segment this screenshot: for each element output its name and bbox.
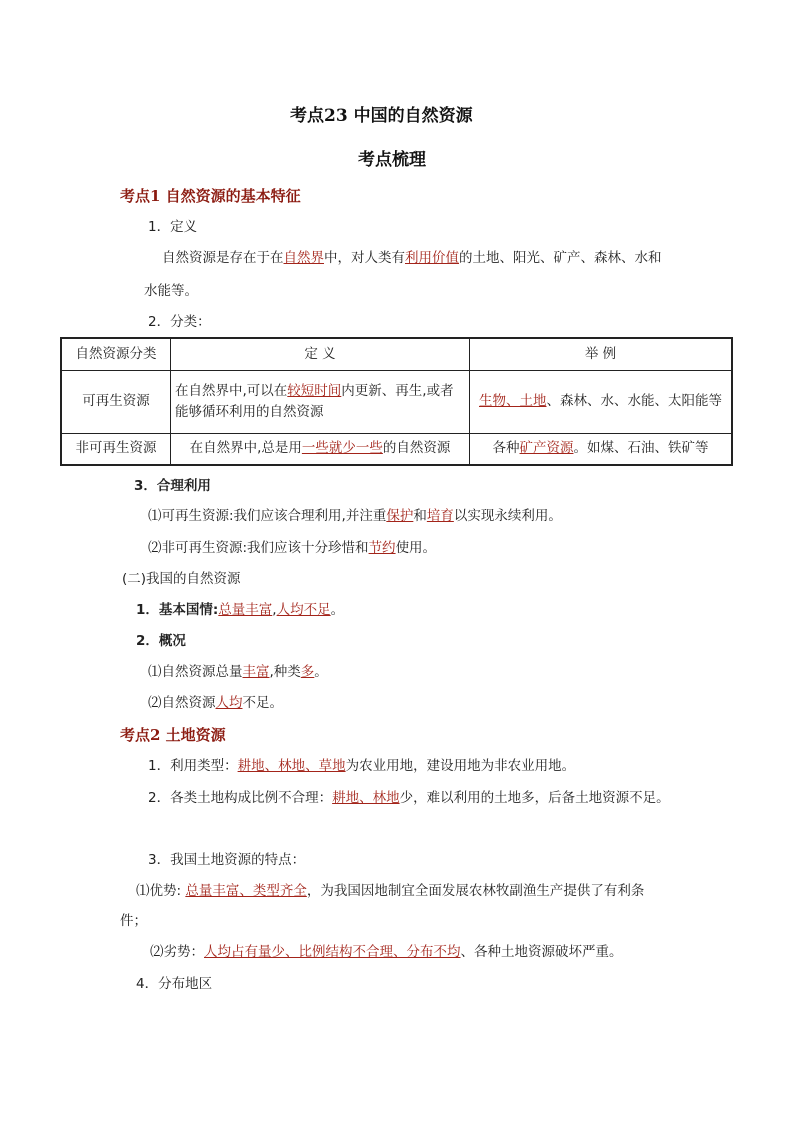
underlined-term: 耕地、林地 bbox=[332, 790, 400, 806]
cell-text: 内更新、再生,或者 bbox=[341, 382, 454, 399]
rational-use-nonrenewable bbox=[148, 540, 436, 556]
underlined-term: 人均占有量少、比例结构不合理、分布不均 bbox=[204, 944, 461, 960]
table-cell-definition bbox=[171, 370, 470, 433]
table-cell-definition bbox=[171, 433, 470, 465]
underlined-term: 利用价值 bbox=[405, 250, 459, 266]
underlined-term: 一些就少一些 bbox=[301, 440, 383, 457]
basic-national-condition bbox=[136, 602, 344, 618]
text: 为农业用地，建设用地为非农业用地。 bbox=[345, 758, 576, 774]
land-features: 3．我国土地资源的特点： bbox=[148, 852, 306, 868]
definition-text: 中，对人类有 bbox=[324, 250, 405, 266]
text: ⑴自然资源总量 bbox=[148, 664, 243, 680]
cell-text: 在自然界中,总是用 bbox=[189, 440, 302, 457]
underlined-term: 耕地、林地、草地 bbox=[237, 758, 346, 774]
section-heading-point1: 考点1 自然资源的基本特征 bbox=[120, 187, 301, 205]
text: ⑵非可再生资源:我们应该十分珍惜和 bbox=[148, 540, 369, 556]
land-advantages bbox=[136, 883, 644, 899]
cell-text: 各种 bbox=[492, 440, 520, 457]
page-title: 考点23 中国的自然资源 bbox=[290, 106, 473, 126]
text: 不足。 bbox=[242, 695, 283, 711]
land-disadvantages bbox=[150, 944, 623, 960]
section-heading-part2: (二)我国的自然资源 bbox=[122, 571, 241, 587]
definition-line2: 水能等。 bbox=[144, 283, 198, 299]
land-use-types bbox=[148, 758, 575, 774]
underlined-term: 多 bbox=[300, 664, 315, 680]
underlined-term: 生物、土地 bbox=[479, 393, 547, 410]
table-cell-name: 非可再生资源 bbox=[61, 433, 171, 465]
underlined-term: 自然界 bbox=[283, 250, 324, 266]
text: ⑵劣势： bbox=[150, 944, 204, 960]
underlined-term: 保护 bbox=[386, 508, 414, 524]
text: ,种类 bbox=[269, 664, 301, 680]
underlined-term: 节约 bbox=[368, 540, 396, 556]
rational-use-renewable bbox=[148, 508, 562, 524]
text: 以实现永续利用。 bbox=[453, 508, 562, 524]
classification-table bbox=[60, 337, 733, 466]
definition-text: 自然资源是存在于在 bbox=[162, 250, 284, 266]
text: ⑵自然资源 bbox=[148, 695, 216, 711]
underlined-term: 较短时间 bbox=[287, 382, 342, 399]
text: 。 bbox=[330, 602, 345, 618]
text: 。 bbox=[314, 664, 328, 680]
table-header: 定 义 bbox=[171, 338, 470, 370]
land-composition bbox=[148, 790, 670, 806]
underlined-term: 培育 bbox=[426, 508, 454, 524]
item-definition: 1．定义 bbox=[148, 219, 198, 235]
text: ，为我国因地制宜全面发展农林牧副渔生产提供了有利条 bbox=[306, 883, 645, 899]
text: 1．利用类型： bbox=[148, 758, 238, 774]
text: 少，难以利用的土地多，后备土地资源不足。 bbox=[399, 790, 670, 806]
land-advantages-line2: 件； bbox=[120, 913, 147, 929]
cell-text: 。如煤、石油、铁矿等 bbox=[573, 440, 709, 457]
text: 使用。 bbox=[395, 540, 437, 556]
cell-text: 的自然资源 bbox=[382, 440, 451, 457]
table-header: 自然资源分类 bbox=[61, 338, 171, 370]
overview-total bbox=[148, 664, 328, 680]
overview-per-capita bbox=[148, 695, 283, 711]
underlined-term: 总量丰富 bbox=[218, 602, 273, 618]
section-heading-point2: 考点2 土地资源 bbox=[120, 726, 226, 744]
table-header: 举 例 bbox=[470, 338, 733, 370]
cell-text: 、森林、水、水能、太阳能等 bbox=[546, 393, 722, 410]
underlined-term: 矿产资源 bbox=[519, 440, 574, 457]
text: 1．基本国情: bbox=[136, 602, 219, 618]
item-overview: 2．概况 bbox=[136, 633, 186, 649]
item-classification: 2．分类： bbox=[148, 314, 211, 330]
cell-text: 在自然界中,可以在 bbox=[175, 382, 288, 399]
underlined-term: 总量丰富、类型齐全 bbox=[185, 883, 307, 899]
text: 和 bbox=[413, 508, 427, 524]
distribution-area: 4．分布地区 bbox=[136, 976, 213, 992]
definition-text: 的土地、阳光、矿产、森林、水和 bbox=[459, 250, 662, 266]
cell-text: 能够循环利用的自然资源 bbox=[175, 403, 324, 420]
table-cell-example bbox=[470, 433, 733, 465]
underlined-term: 丰富 bbox=[242, 664, 270, 680]
page-subtitle: 考点梳理 bbox=[358, 150, 426, 170]
table-cell-name: 可再生资源 bbox=[61, 370, 171, 433]
text: ⑴可再生资源:我们应该合理利用,并注重 bbox=[148, 508, 387, 524]
underlined-term: 人均不足 bbox=[276, 602, 331, 618]
table-cell-example bbox=[470, 370, 733, 433]
text: 2．各类土地构成比例不合理： bbox=[148, 790, 333, 806]
item-rational-use: 3．合理利用 bbox=[134, 478, 211, 494]
text: ⑴优势: bbox=[136, 883, 186, 899]
text: , bbox=[272, 602, 277, 618]
definition-paragraph bbox=[162, 250, 662, 266]
text: 、各种土地资源破坏严重。 bbox=[460, 944, 623, 960]
underlined-term: 人均 bbox=[215, 695, 243, 711]
